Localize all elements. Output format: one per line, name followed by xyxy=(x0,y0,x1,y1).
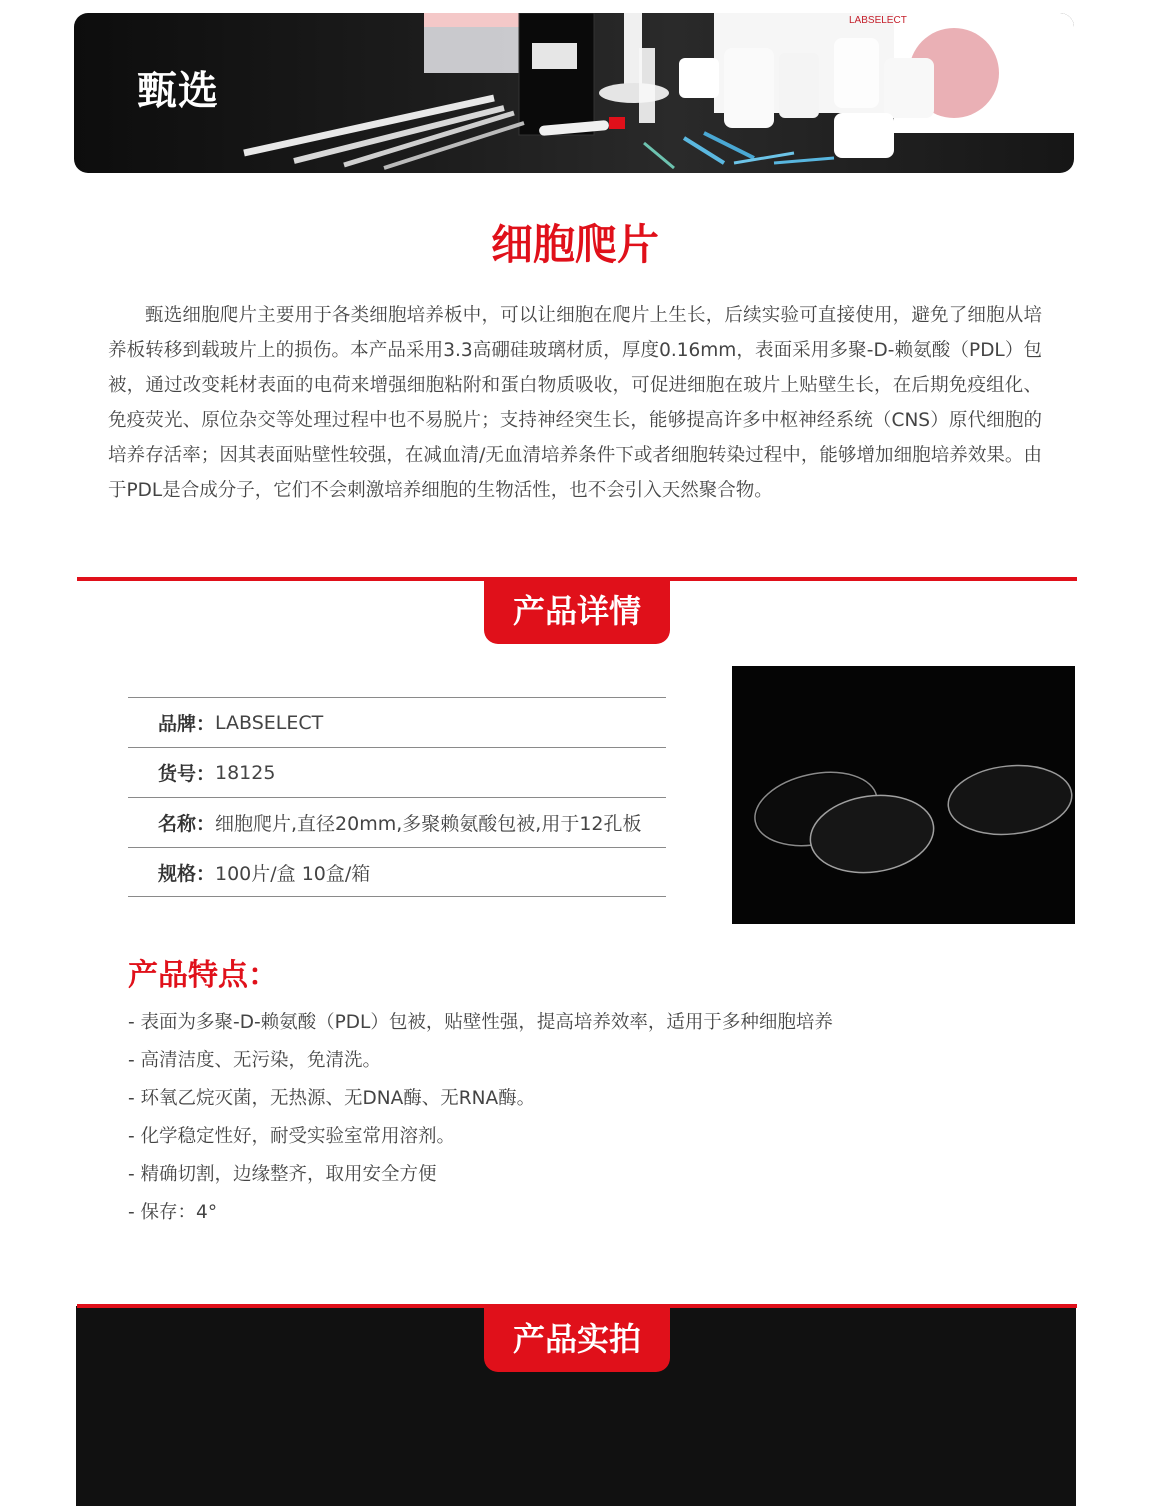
spec-key: 名称： xyxy=(157,813,215,835)
list-item: - 表面为多聚-D-赖氨酸（PDL）包被，贴壁性强，提高培养效率，适用于多种细胞培养 xyxy=(128,1012,833,1033)
list-item: - 化学稳定性好，耐受实验室常用溶剂。 xyxy=(128,1126,456,1147)
banner-logo: LABSELECT xyxy=(849,15,907,26)
banner-product-illustration xyxy=(74,13,1074,173)
spec-row-sku xyxy=(128,747,666,797)
spec-value: 100片/盒 10盒/箱 xyxy=(215,862,371,885)
brand-title: 甄选 xyxy=(137,68,219,114)
spec-row-brand xyxy=(128,697,666,747)
page-title: 细胞爬片 xyxy=(490,220,659,269)
spec-value: LABSELECT xyxy=(215,711,324,734)
spec-row-package xyxy=(128,847,666,897)
spec-table xyxy=(128,697,666,897)
spec-value: 细胞爬片,直径20mm,多聚赖氨酸包被,用于12孔板 xyxy=(215,813,642,835)
spec-value: 18125 xyxy=(215,761,276,784)
coverslips-illustration xyxy=(732,666,1075,924)
intro-paragraph: 甄选细胞爬片主要用于各类细胞培养板中，可以让细胞在爬片上生长，后续实验可直接使用，避免了细胞从培养板转移到载玻片上的损伤。本产品采用3.3高硼硅玻璃材质，厚度0.16mm，表面采用多聚-D-赖氨酸（PDL）包被，通过改变耗材表面的电荷来增强细胞粘附和蛋白物质吸收，可促进细胞在玻片上贴壁生长，在后期免疫组化、免疫荧光、原位杂交等处理过程中也不易脱片；支持神经突生长，能够提高许多中枢神经系统（CNS）原代细胞的培养存活率；因其表面贴壁性较强，在减血清/无血清培养条件下或者细胞转染过程中，能够增加细胞培养效果。由于PDL是合成分子，它们不会刺激培养细胞的生物活性，也不会引入天然聚合物。 xyxy=(108,305,1042,501)
spec-key: 规格： xyxy=(157,862,215,885)
list-item: - 环氧乙烷灭菌，无热源、无DNA酶、无RNA酶。 xyxy=(128,1088,536,1109)
header-banner xyxy=(74,13,1074,173)
list-item: - 保存：4° xyxy=(128,1202,218,1223)
list-item: - 高清洁度、无污染，免清洗。 xyxy=(128,1050,382,1071)
features-list xyxy=(128,1004,833,1232)
section-tab-photos: 产品实拍 xyxy=(484,1308,670,1372)
section-tab-details: 产品详情 xyxy=(484,580,670,644)
list-item: - 精确切割，边缘整齐，取用安全方便 xyxy=(128,1164,437,1185)
spec-key: 品牌： xyxy=(157,713,215,735)
spec-row-name xyxy=(128,797,666,847)
spec-key: 货号： xyxy=(157,763,215,785)
product-image xyxy=(732,666,1075,924)
features-title: 产品特点： xyxy=(128,958,278,993)
